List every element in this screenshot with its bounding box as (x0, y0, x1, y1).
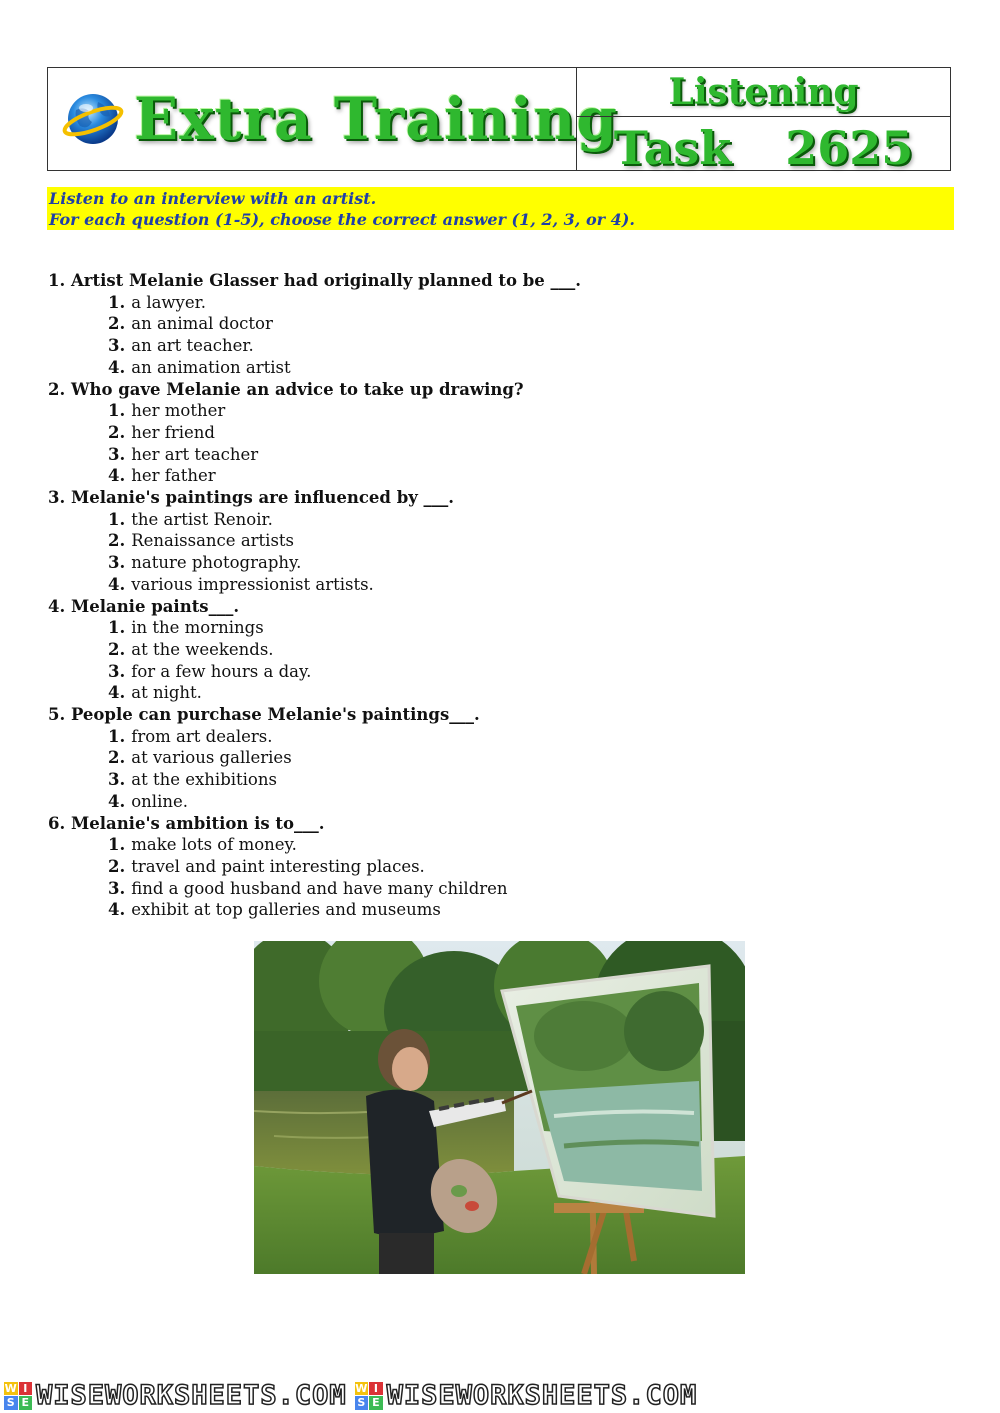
icon-letter: I (369, 1382, 383, 1396)
instruction-line-2: For each question (1-5), choose the correct answer (1, 2, 3, or 4). (49, 210, 635, 229)
question-title: 1. Artist Melanie Glasser had originally planned to be ___. (48, 271, 582, 290)
option-text: exhibit at top galleries and museums (131, 900, 441, 920)
option-number: 4. (108, 900, 126, 920)
option-number: 4. (108, 791, 126, 811)
icon-letter: I (19, 1382, 33, 1396)
question-list (48, 270, 948, 921)
option-text: an art teacher. (131, 336, 254, 356)
option-text: the artist Renoir. (131, 509, 273, 529)
answer-option[interactable] (48, 313, 948, 335)
task-number: 2625 (785, 121, 914, 175)
option-number: 1. (108, 292, 126, 312)
answer-option[interactable] (48, 899, 948, 921)
option-text: an animal doctor (131, 314, 273, 334)
option-text: travel and paint interesting places. (131, 856, 425, 876)
option-number: 2. (108, 422, 126, 442)
icon-letter: S (355, 1396, 369, 1410)
answer-option[interactable] (48, 878, 948, 900)
question-title: 2. Who gave Melanie an advice to take up drawing? (48, 379, 524, 399)
question-5 (48, 704, 948, 813)
option-text: a lawyer. (131, 292, 206, 312)
option-number: 2. (108, 856, 126, 876)
wiseworksheets-icon (355, 1382, 383, 1410)
question-3 (48, 487, 948, 596)
option-number: 2. (108, 531, 126, 551)
answer-option[interactable] (48, 682, 948, 704)
answer-option[interactable] (48, 444, 948, 466)
answer-option[interactable] (48, 465, 948, 487)
answer-option[interactable] (48, 617, 948, 639)
answer-option[interactable] (48, 856, 948, 878)
globe-logo-icon (62, 88, 124, 150)
question-6 (48, 813, 948, 922)
option-number: 4. (108, 357, 126, 377)
option-text: from art dealers. (131, 726, 273, 746)
option-text: make lots of money. (131, 835, 297, 855)
option-text: her father (131, 466, 216, 486)
section-title: Listening (668, 71, 859, 113)
option-text: at the exhibitions (131, 770, 277, 790)
answer-option[interactable] (48, 574, 948, 596)
option-number: 1. (108, 726, 126, 746)
section-row (577, 68, 950, 117)
worksheet-header (47, 67, 951, 175)
option-number: 1. (108, 618, 126, 638)
option-number: 1. (108, 509, 126, 529)
option-text: in the mornings (131, 618, 264, 638)
question-title: 4. Melanie paints___. (48, 596, 240, 616)
answer-option[interactable] (48, 552, 948, 574)
answer-option[interactable] (48, 335, 948, 357)
artist-painting-photo (254, 941, 745, 1274)
option-number: 2. (108, 314, 126, 334)
option-number: 4. (108, 683, 126, 703)
option-number: 1. (108, 835, 126, 855)
task-id (614, 117, 913, 175)
question-title: 6. Melanie's ambition is to___. (48, 813, 325, 833)
icon-letter: S (4, 1396, 18, 1410)
answer-option[interactable] (48, 357, 948, 379)
question-title: 3. Melanie's paintings are influenced by ___. (48, 488, 455, 508)
option-number: 2. (108, 748, 126, 768)
icon-letter: W (4, 1381, 17, 1395)
option-number: 4. (108, 574, 126, 594)
question-1 (48, 270, 948, 379)
option-text: her art teacher (131, 444, 259, 464)
wiseworksheets-logo[interactable] (4, 1380, 347, 1411)
option-text: nature photography. (131, 553, 302, 573)
question-2 (48, 379, 948, 488)
answer-option[interactable] (48, 834, 948, 856)
wiseworksheets-icon (4, 1382, 32, 1410)
answer-option[interactable] (48, 747, 948, 769)
footer-watermark (0, 1378, 1000, 1413)
answer-option[interactable] (48, 639, 948, 661)
option-number: 3. (108, 661, 126, 681)
option-text: various impressionist artists. (131, 574, 374, 594)
instructions-box (47, 187, 954, 230)
option-number: 3. (108, 770, 126, 790)
instruction-line-1: Listen to an interview with an artist. (49, 189, 377, 208)
option-text: at night. (131, 683, 202, 703)
question-title: 5. People can purchase Melanie's paintings___. (48, 705, 480, 725)
option-text: at the weekends. (131, 639, 274, 659)
option-text: her mother (131, 401, 226, 421)
option-number: 3. (108, 878, 126, 898)
option-text: for a few hours a day. (131, 661, 312, 681)
question-4 (48, 596, 948, 705)
option-number: 3. (108, 444, 126, 464)
option-number: 3. (108, 336, 126, 356)
task-cell (577, 68, 950, 175)
answer-option[interactable] (48, 292, 948, 314)
brand-cell (48, 68, 618, 170)
answer-option[interactable] (48, 530, 948, 552)
option-number: 2. (108, 639, 126, 659)
option-text: her friend (131, 422, 215, 442)
site-name: WISEWORKSHEETS.COM (36, 1380, 347, 1411)
answer-option[interactable] (48, 400, 948, 422)
answer-option[interactable] (48, 769, 948, 791)
icon-letter: E (19, 1396, 33, 1410)
option-number: 3. (108, 553, 126, 573)
option-text: Renaissance artists (131, 531, 295, 551)
task-label: Task (613, 121, 732, 175)
wiseworksheets-logo[interactable] (355, 1380, 698, 1411)
site-name: WISEWORKSHEETS.COM (386, 1380, 698, 1411)
option-text: online. (131, 791, 188, 811)
painting-scene-image (254, 941, 745, 1274)
icon-letter: E (369, 1396, 383, 1410)
answer-option[interactable] (48, 422, 948, 444)
option-text: an animation artist (131, 357, 291, 377)
option-text: find a good husband and have many children (131, 878, 508, 898)
icon-letter: W (355, 1381, 368, 1395)
answer-option[interactable] (48, 791, 948, 813)
task-row (577, 117, 950, 175)
brand-title: Extra Training (134, 85, 618, 153)
option-number: 4. (108, 466, 126, 486)
answer-option[interactable] (48, 661, 948, 683)
answer-option[interactable] (48, 509, 948, 531)
option-number: 1. (108, 401, 126, 421)
answer-option[interactable] (48, 726, 948, 748)
option-text: at various galleries (131, 748, 292, 768)
